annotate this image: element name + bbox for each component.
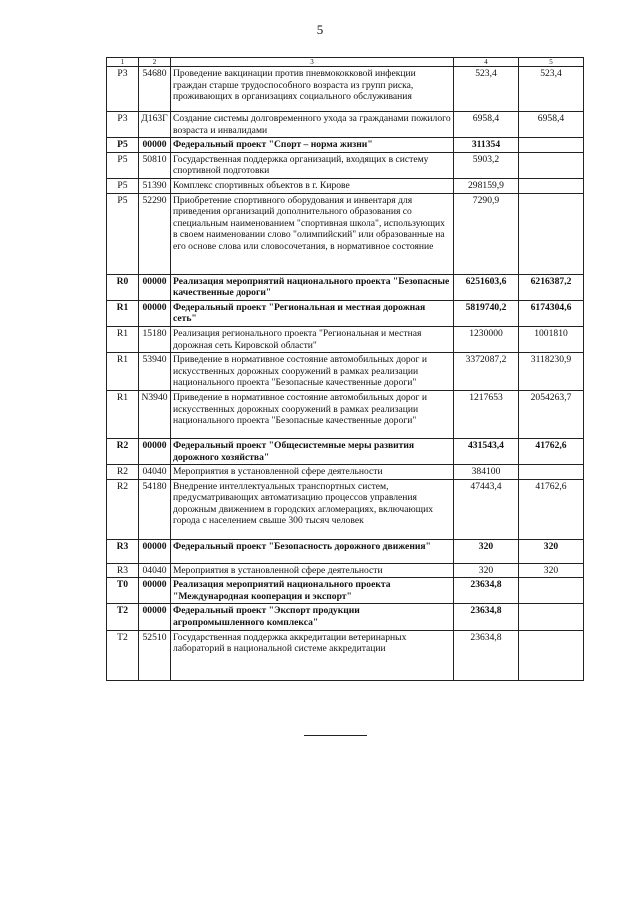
code-cell: 51390 — [139, 178, 171, 193]
table-row — [107, 578, 584, 604]
code-cell: 04040 — [139, 563, 171, 578]
program-cell: P5 — [107, 138, 139, 153]
code-cell: 52290 — [139, 193, 171, 274]
value-col4-cell: 5903,2 — [454, 152, 519, 178]
table-row — [107, 152, 584, 178]
value-col4-cell: 298159,9 — [454, 178, 519, 193]
name-cell: Мероприятия в установленной сфере деятельности — [171, 465, 454, 480]
code-cell: 00000 — [139, 539, 171, 563]
program-cell: R2 — [107, 479, 139, 539]
value-col4-cell: 1217653 — [454, 390, 519, 438]
value-col5-cell — [519, 152, 584, 178]
program-cell: R3 — [107, 563, 139, 578]
value-col5-cell: 523,4 — [519, 67, 584, 112]
value-col5-cell: 6958,4 — [519, 112, 584, 138]
value-col5-cell: 3118230,9 — [519, 353, 584, 391]
program-cell: P5 — [107, 178, 139, 193]
name-cell: Внедрение интеллектуальных транспортных систем, предусматривающих автоматизацию процессов управления дорожным движением в городских агломерациях, включающих города с населением свыше 300 тысяч человек — [171, 479, 454, 539]
value-col4-cell: 47443,4 — [454, 479, 519, 539]
table-row — [107, 326, 584, 352]
program-cell: R3 — [107, 539, 139, 563]
code-cell: 00000 — [139, 438, 171, 464]
program-cell: R1 — [107, 326, 139, 352]
value-col5-cell: 320 — [519, 563, 584, 578]
name-cell: Приобретение спортивного оборудования и инвентаря для приведения организаций дополнительного образования со специальным наименованием "спортивная школа", использующих в своем наименовании слово "олимпийский" или образованные на его основе слова или словосочетания, в нормативное состояние — [171, 193, 454, 274]
value-col5-cell — [519, 138, 584, 153]
name-cell: Федеральный проект "Общесистемные меры развития дорожного хозяйства" — [171, 438, 454, 464]
table-row — [107, 604, 584, 630]
code-cell: 00000 — [139, 138, 171, 153]
code-cell: 54180 — [139, 479, 171, 539]
program-cell: R1 — [107, 300, 139, 326]
code-cell: 00000 — [139, 604, 171, 630]
program-cell: R2 — [107, 438, 139, 464]
table-row — [107, 67, 584, 112]
name-cell: Реализация регионального проекта "Региональная и местная дорожная сеть Кировской области" — [171, 326, 454, 352]
column-header-2: 2 — [139, 58, 171, 67]
value-col5-cell — [519, 465, 584, 480]
code-cell: N3940 — [139, 390, 171, 438]
value-col4-cell: 23634,8 — [454, 630, 519, 680]
program-cell: P3 — [107, 67, 139, 112]
page-number: 5 — [316, 22, 324, 37]
code-cell: 00000 — [139, 274, 171, 300]
program-cell: T2 — [107, 604, 139, 630]
value-col5-cell — [519, 193, 584, 274]
budget-table — [106, 57, 584, 681]
program-cell: R0 — [107, 274, 139, 300]
program-cell: R1 — [107, 390, 139, 438]
code-cell: 53940 — [139, 353, 171, 391]
program-cell: R1 — [107, 353, 139, 391]
value-col4-cell: 6958,4 — [454, 112, 519, 138]
name-cell: Государственная поддержка организаций, входящих в систему спортивной подготовки — [171, 152, 454, 178]
table-row — [107, 300, 584, 326]
value-col5-cell — [519, 604, 584, 630]
table-row — [107, 438, 584, 464]
column-header-1: 1 — [107, 58, 139, 67]
value-col4-cell: 3372087,2 — [454, 353, 519, 391]
table-row — [107, 112, 584, 138]
table-row — [107, 178, 584, 193]
value-col4-cell: 320 — [454, 539, 519, 563]
value-col5-cell — [519, 630, 584, 680]
value-col5-cell: 6174304,6 — [519, 300, 584, 326]
value-col5-cell: 41762,6 — [519, 438, 584, 464]
name-cell: Приведение в нормативное состояние автомобильных дорог и искусственных дорожных сооружений в рамках реализации национального проекта "Безопасные качественные дороги" — [171, 390, 454, 438]
value-col4-cell: 23634,8 — [454, 604, 519, 630]
name-cell: Проведение вакцинации против пневмококковой инфекции граждан старше трудоспособного возраста из групп риска, проживающих в организациях социального обслуживания — [171, 67, 454, 112]
value-col5-cell: 6216387,2 — [519, 274, 584, 300]
value-col5-cell: 1001810 — [519, 326, 584, 352]
code-cell: 54680 — [139, 67, 171, 112]
name-cell: Государственная поддержка аккредитации ветеринарных лабораторий в национальной системе аккредитации — [171, 630, 454, 680]
footer-divider — [304, 735, 367, 736]
table-row — [107, 563, 584, 578]
value-col5-cell: 320 — [519, 539, 584, 563]
code-cell: 00000 — [139, 578, 171, 604]
column-header-3: 3 — [171, 58, 454, 67]
name-cell: Федеральный проект "Безопасность дорожного движения" — [171, 539, 454, 563]
value-col4-cell: 320 — [454, 563, 519, 578]
name-cell: Комплекс спортивных объектов в г. Кирове — [171, 178, 454, 193]
name-cell: Реализация мероприятий национального проекта "Международная кооперация и экспорт" — [171, 578, 454, 604]
name-cell: Федеральный проект "Спорт – норма жизни" — [171, 138, 454, 153]
program-cell: T2 — [107, 630, 139, 680]
program-cell: P5 — [107, 193, 139, 274]
name-cell: Федеральный проект "Региональная и местная дорожная сеть" — [171, 300, 454, 326]
name-cell: Приведение в нормативное состояние автомобильных дорог и искусственных дорожных сооружений в рамках реализации национального проекта "Безопасные качественные дороги" — [171, 353, 454, 391]
table-row — [107, 138, 584, 153]
code-cell: 00000 — [139, 300, 171, 326]
code-cell: 15180 — [139, 326, 171, 352]
name-cell: Создание системы долговременного ухода за гражданами пожилого возраста и инвалидами — [171, 112, 454, 138]
value-col5-cell — [519, 178, 584, 193]
value-col4-cell: 7290,9 — [454, 193, 519, 274]
table-row — [107, 274, 584, 300]
code-cell: 50810 — [139, 152, 171, 178]
program-cell: P5 — [107, 152, 139, 178]
value-col5-cell: 41762,6 — [519, 479, 584, 539]
name-cell: Реализация мероприятий национального проекта "Безопасные качественные дороги" — [171, 274, 454, 300]
value-col4-cell: 1230000 — [454, 326, 519, 352]
program-cell: P3 — [107, 112, 139, 138]
program-cell: T0 — [107, 578, 139, 604]
table-row — [107, 539, 584, 563]
code-cell: Д163Г — [139, 112, 171, 138]
code-cell: 04040 — [139, 465, 171, 480]
value-col4-cell: 23634,8 — [454, 578, 519, 604]
code-cell: 52510 — [139, 630, 171, 680]
program-cell: R2 — [107, 465, 139, 480]
column-header-5: 5 — [519, 58, 584, 67]
value-col4-cell: 523,4 — [454, 67, 519, 112]
table-row — [107, 390, 584, 438]
value-col5-cell — [519, 578, 584, 604]
table-row — [107, 353, 584, 391]
name-cell: Федеральный проект "Экспорт продукции агропромышленного комплекса" — [171, 604, 454, 630]
table-body — [107, 67, 584, 681]
value-col4-cell: 431543,4 — [454, 438, 519, 464]
value-col4-cell: 311354 — [454, 138, 519, 153]
value-col5-cell: 2054263,7 — [519, 390, 584, 438]
value-col4-cell: 5819740,2 — [454, 300, 519, 326]
table-row — [107, 193, 584, 274]
value-col4-cell: 6251603,6 — [454, 274, 519, 300]
value-col4-cell: 384100 — [454, 465, 519, 480]
column-header-4: 4 — [454, 58, 519, 67]
table-header-row — [107, 58, 584, 67]
name-cell: Мероприятия в установленной сфере деятельности — [171, 563, 454, 578]
table-row — [107, 630, 584, 680]
table-row — [107, 465, 584, 480]
table-row — [107, 479, 584, 539]
